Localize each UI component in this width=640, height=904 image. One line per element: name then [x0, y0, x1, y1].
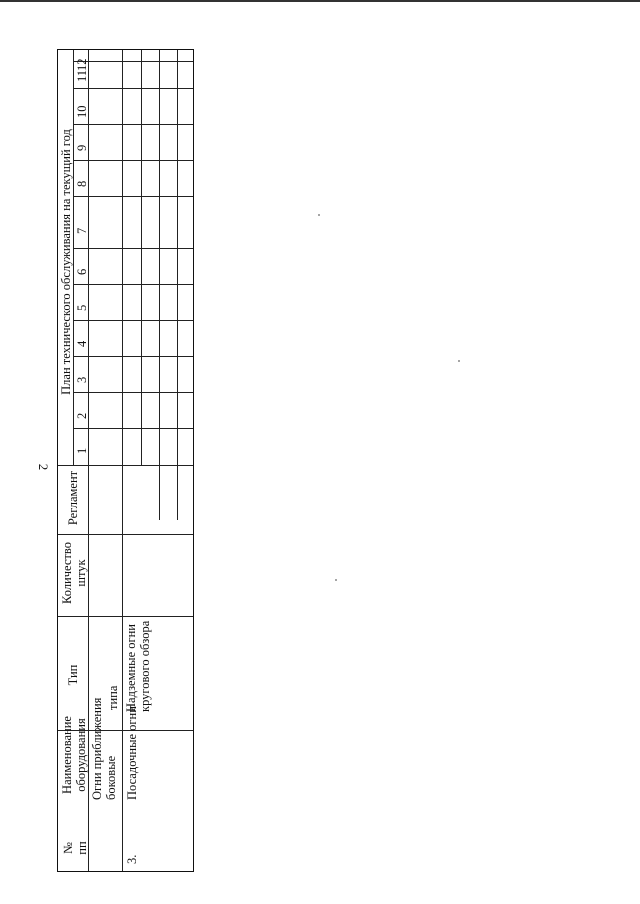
month-label: 11 [75, 69, 89, 82]
month-sep [73, 124, 193, 125]
row1-type: типа [106, 685, 120, 710]
scan-speck [458, 360, 460, 362]
month-label: 1 [75, 447, 89, 454]
row-separator-4 [177, 50, 178, 520]
month-label: 3 [75, 376, 89, 383]
header-col-qty: Количество штук [60, 542, 88, 604]
row-separator-1 [122, 50, 123, 871]
page-number: 2 [36, 463, 51, 471]
row1-name: Огни приближения боковые [90, 697, 118, 800]
col-sep-type [58, 534, 193, 535]
header-row-separator [88, 50, 89, 871]
month-sep [73, 284, 193, 285]
row2-no: 3. [125, 854, 139, 864]
scan-speck [318, 214, 320, 216]
header-col-reglament: Регламент [66, 470, 80, 526]
month-sep [73, 160, 193, 161]
month-label: 4 [75, 340, 89, 347]
month-sep [73, 392, 193, 393]
month-sep [73, 428, 193, 429]
month-sep [73, 356, 193, 357]
month-label: 9 [75, 144, 89, 151]
month-label: 10 [75, 105, 89, 118]
month-label: 5 [75, 304, 89, 311]
month-sep [73, 248, 193, 249]
scan-speck [335, 579, 337, 581]
plan-header-separator [73, 50, 74, 465]
row2-type: Надземные огни кругового обзора [124, 620, 152, 712]
header-col-plan: План технического обслуживания на текущий год [59, 129, 73, 395]
month-label: 2 [75, 412, 89, 419]
top-edge-line [0, 0, 640, 2]
month-sep [73, 320, 193, 321]
header-col-type: Тип [66, 664, 80, 686]
month-sep [73, 88, 193, 89]
month-label: 6 [75, 268, 89, 275]
col-sep-name [58, 616, 193, 617]
month-label: 7 [75, 227, 89, 234]
month-label: 12 [75, 58, 89, 71]
row2-name: Посадочные огни [125, 706, 139, 800]
row-separator-3 [159, 50, 160, 520]
month-sep [73, 61, 193, 62]
header-col-name: Наименование оборудования [60, 716, 88, 794]
month-sep [73, 196, 193, 197]
row-separator-2 [141, 50, 142, 465]
header-col-no: № пп [61, 841, 89, 855]
month-label: 8 [75, 180, 89, 187]
maintenance-table [57, 49, 194, 872]
